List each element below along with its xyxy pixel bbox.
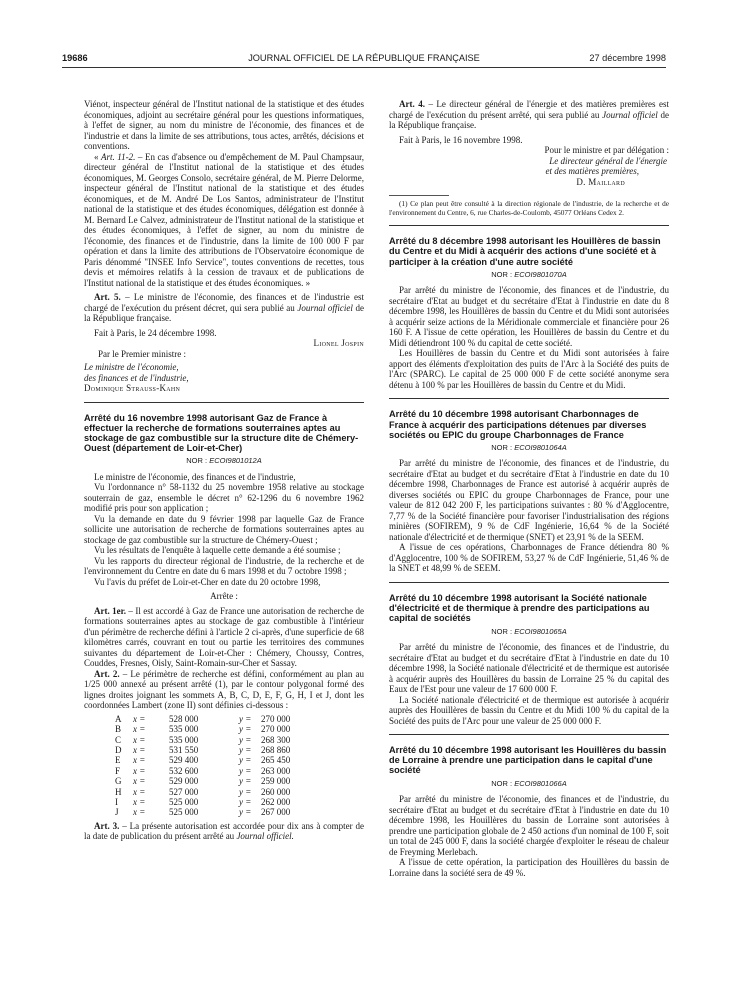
paragraph-art-4: Art. 4. – Le directeur général de l'énergie et des matières premières est chargé de l'exécution du présent arrêté, qui sera publié au Journal officiel de la République française. [389, 99, 669, 130]
table-row [115, 797, 290, 807]
paragraph: Vu l'avis du préfet de Loir-et-Cher en date du 20 octobre 1998, [94, 576, 321, 587]
article-label: Art. 3. [94, 820, 120, 831]
x-label: x = [133, 734, 146, 745]
y-value: 268 300 [261, 734, 291, 745]
article-label: Art. 11-2. [101, 151, 136, 162]
point-label: I [115, 797, 118, 808]
paragraph: Par arrêté du ministre de l'économie, des finances et de l'industrie, du secrétaire d'Etat au budget et du secrétaire d'Etat à l'industrie en date du 10 décembre 1998, Charbonnages de France est autorisé à acquérir auprès de diverses sociétés ou EPIC du groupe Charbonnages de France, pour une valeur de 812 042 200 F, les participations suivantes : 80 % d'Agglocentre, 7,77 % de la Société financière pour favoriser l'industrialisation des régions minières (SOFIREM), 9 % de CdF Ingénierie, 16,64 % de la Société nationale d'électricité et de thermique (SNET) et 23,91 % de la SEEM. [389, 458, 669, 542]
y-value: 265 450 [261, 755, 291, 766]
y-value: 262 000 [261, 797, 291, 808]
y-label: y = [239, 786, 252, 797]
paragraph: Les Houillères de bassin du Centre et du Midi sont autorisées à faire apport des éléments d'exploitation des puits de l'Arc à la Société des puits de l'Arc (SPARC). Le capital de 25 000 000 F de cette société anonyme sera détenu à 100 % par les Houillères de bassin du Centre et du Midi. [389, 348, 669, 390]
table-row [115, 766, 290, 776]
nor-reference: NOR : ECOI9801065A [491, 626, 567, 636]
point-label: G [115, 776, 122, 787]
table-row [115, 745, 290, 755]
journal-title: JOURNAL OFFICIEL DE LA RÉPUBLIQUE FRANÇAISE [248, 53, 480, 63]
x-value: 527 000 [169, 786, 199, 797]
paragraph: Vu la demande en date du 9 février 1998 par laquelle Gaz de France sollicite une autorisation de recherche de formations souterraines aptes au stockage de gaz combustible sur la structure de Chémery-Ouest ; [84, 513, 364, 545]
paragraph: A l'issue de ces opérations, Charbonnages de France détiendra 80 % d'Agglocentre, 100 % de SOFIREM, 53,27 % de CdF Ingénierie, 51,46 % de la SNET et 48,99 % de SEEM. [389, 542, 669, 574]
signature-role: des finances et de l'industrie, [84, 372, 189, 383]
right-column [389, 99, 669, 878]
signature-role: Pour le ministre et par délégation : [544, 145, 669, 155]
section-divider [389, 582, 669, 583]
signatory: Lionel Jospin [313, 338, 364, 348]
paragraph-art-2: Art. 2. – Le périmètre de recherche est défini, conformément au plan au 1/25 000 annexé au présent arrêté (1), par le contour polygonal formé des lignes droites joignant les sommets A, B, C, D, E, F, G, H, I et J, dont les coordonnées Lambert (zone II) sont définies ci-dessous : [84, 668, 364, 711]
arrete-heading: Arrête : [210, 591, 238, 602]
x-label: x = [133, 797, 146, 808]
article-label: Art. 5. [94, 292, 121, 302]
y-value: 263 000 [261, 765, 291, 776]
table-row [115, 724, 290, 734]
y-value: 259 000 [261, 776, 291, 787]
x-value: 532 600 [169, 765, 199, 776]
paragraph: Viénot, inspecteur général de l'Institut national de la statistique et des études économiques, adjoint au secrétaire général pour les questions informatiques, à l'effet de signer, au nom du ministre de l'économie, des finances et de l'industrie et dans la limite de ses attributions, tous actes, arrêtés, décisions et conventions. [84, 99, 364, 151]
section-divider [389, 734, 669, 735]
article-label: Art. 4. [399, 99, 425, 109]
nor-reference: NOR : ECOI9801066A [491, 778, 567, 788]
x-label: x = [133, 807, 146, 818]
y-value: 268 860 [261, 745, 291, 756]
x-label: x = [133, 765, 146, 776]
nor-reference: NOR : ECOI9801064A [491, 442, 567, 452]
decree-title: Arrêté du 16 novembre 1998 autorisant Gaz de France à effectuer la recherche de formations souterraines aptes au stockage de gaz combustible sur la structure dite de Chémery-Ouest (département de Loir-et-Cher) [84, 412, 359, 454]
signature-role: Le ministre de l'économie, [84, 362, 179, 372]
x-value: 529 000 [169, 776, 199, 787]
paragraph: Par arrêté du ministre de l'économie, des finances et de l'industrie, du secrétaire d'Etat au budget et du secrétaire d'Etat à l'industrie en date du 8 décembre 1998, les Houillères de bassin du Centre et du Midi sont autorisées à acquérir seize actions de la Méridionale commerciale et financière pour 26 160 F. A l'issue de cette opération, les Houillères de bassin du Centre et du Midi détiendront 100 % du capital de cette société. [389, 285, 669, 348]
y-label: y = [239, 713, 252, 724]
paragraph: Le ministre de l'économie, des finances et de l'industrie, [94, 471, 296, 482]
footnote: (1) Ce plan peut être consulté à la direction régionale de l'industrie, de la recherche et de l'environnement du Centre, 6, rue Charles-de-Coulomb, 45077 Orléans Cedex 2. [389, 199, 669, 217]
x-value: 535 000 [169, 724, 199, 735]
point-label: H [115, 786, 122, 797]
signature-role: Le directeur général de l'énergie [549, 155, 667, 166]
paragraph: Vu les résultats de l'enquête à laquelle cette demande a été soumise ; [94, 545, 341, 556]
table-row [115, 755, 290, 765]
nor-reference: NOR : ECOI9801070A [491, 269, 567, 279]
decree-title: Arrêté du 8 décembre 1998 autorisant les Houillères de bassin du Centre et du Midi à acquérir des actions d'une société et à participer à la création d'une autre société [389, 236, 661, 267]
coordinates-table [115, 714, 290, 818]
signature-role: Par le Premier ministre : [98, 348, 186, 359]
signature-date: Fait à Paris, le 16 novembre 1998. [399, 134, 523, 145]
paragraph: Vu l'ordonnance n° 58-1132 du 25 novembre 1958 relative au stockage souterrain de gaz, ensemble le décret n° 62-1296 du 6 novembre 1962 modifié pris pour son application ; [84, 482, 364, 514]
page-number: 19686 [62, 53, 88, 63]
decree-title: Arrêté du 10 décembre 1998 autorisant les Houillères du bassin de Lorraine à prendre une participation dans le capital d'une société [389, 745, 667, 776]
decree-title: Arrêté du 10 décembre 1998 autorisant la Société nationale d'électricité et de thermique à prendre des participations au capital de sociétés [389, 592, 650, 624]
y-label: y = [239, 776, 252, 787]
issue-date: 27 décembre 1998 [589, 53, 666, 63]
paragraph: Par arrêté du ministre de l'économie, des finances et de l'industrie, du secrétaire d'Etat au budget et du secrétaire d'Etat à l'industrie en date du 10 décembre 1998, les Houillères du bassin de Lorraine sont autorisées à prendre une participation globale de 2 450 actions d'un nominal de 100 F, soit un total de 245 000 F, dans la société chargée d'exploiter le réseau de chaleur de Freyming Merlebach. [389, 794, 669, 857]
decree-title: Arrêté du 10 décembre 1998 autorisant Charbonnages de France à acquérir des participations détenues par diverses sociétés ou EPIC du groupe Charbonnages de France [389, 409, 647, 440]
section-divider [389, 398, 669, 399]
x-value: 525 000 [169, 807, 199, 818]
page-header [62, 53, 666, 67]
y-value: 267 000 [261, 807, 291, 818]
x-label: x = [133, 776, 146, 787]
point-label: F [115, 765, 121, 776]
table-row [115, 714, 290, 724]
x-label: x = [133, 755, 146, 766]
footnote-divider [389, 195, 449, 196]
y-label: y = [239, 755, 252, 766]
y-value: 270 000 [261, 724, 291, 735]
y-value: 270 000 [261, 713, 291, 724]
point-label: J [115, 807, 119, 818]
x-label: x = [133, 786, 146, 797]
left-column [84, 99, 364, 842]
countersignature [84, 349, 364, 394]
x-value: 531 550 [169, 745, 199, 756]
point-label: E [115, 755, 121, 766]
header-rule [62, 67, 666, 68]
signatory: Dominique Strauss-Kahn [84, 383, 181, 393]
y-label: y = [239, 745, 252, 756]
paragraph-art-11-2: « Art. 11-2. – En cas d'absence ou d'empêchement de M. Paul Champsaur, directeur général de l'Institut national de la statistique et des études économiques, M. Georges Consolo, secrétaire général, de M. Pierre Delorme, inspecteur général de l'Institut national de la statistique et des études économiques, et de M. André De Los Santos, administrateur de l'Institut national de la statistique et des études économiques, délégation est donnée à M. Bernard Le Calvez, administrateur de l'Institut national de la statistique et des études économiques, à l'effet de signer, au nom du ministre de l'économie, des finances et de l'industrie, dans la limite de 100 000 F par opération et dans la limite des attributions de l'Observatoire économique de Paris dénommé "INSEE Info Service", toutes conventions de recettes, tous devis et mémoires relatifs à la cession de travaux et de publications de l'Institut national de la statistique et des études économiques. » [84, 151, 364, 288]
x-value: 528 000 [169, 713, 199, 724]
y-label: y = [239, 807, 252, 818]
paragraph: A l'issue de cette opération, la participation des Houillères du bassin de Lorraine dans la société sera de 49 %. [389, 857, 669, 878]
y-label: y = [239, 797, 252, 808]
signature-date: Fait à Paris, le 24 décembre 1998. [94, 327, 217, 338]
signature-role: et des matières premières, [545, 166, 639, 176]
point-label: B [115, 724, 122, 735]
signatory: D. Maillard [576, 176, 625, 187]
point-label: D [115, 745, 122, 756]
paragraph-art-3: Art. 3. – La présente autorisation est accordée pour dix ans à compter de la date de publication du présent arrêté au Journal officiel. [84, 820, 365, 842]
x-label: x = [133, 724, 146, 735]
x-label: x = [133, 713, 146, 724]
paragraph-art-5: Art. 5. – Le ministre de l'économie, des finances et de l'industrie est chargé de l'exécution du présent décret, qui sera publié au Journal officiel de la République française. [84, 292, 364, 323]
table-row [115, 776, 290, 786]
article-label: Art. 1er. [94, 605, 127, 616]
paragraph: Vu les rapports du directeur régional de l'industrie, de la recherche et de l'environnement du Centre en date du 6 mars 1998 et du 7 octobre 1998 ; [84, 555, 364, 577]
paragraph: Par arrêté du ministre de l'économie, des finances et de l'industrie, du secrétaire d'Etat au budget et du secrétaire d'Etat à l'industrie en date du 10 décembre 1998, la Société nationale d'électricité et de thermique est autorisée à acquérir auprès des Houillères du bassin de Lorraine 25 % du capital des Eaux de l'Est pour une valeur de 17 600 000 F. [389, 642, 669, 695]
point-label: C [115, 734, 122, 745]
article-label: Art. 2. [94, 668, 120, 679]
paragraph: La Société nationale d'électricité et de thermique est autorisée à acquérir auprès des Houillères de bassin du Centre et du Midi 100 % du capital de la Société des puits de l'Arc pour une valeur de 25 000 000 F. [389, 694, 669, 726]
nor-reference: NOR : ECOI9801012A [186, 456, 262, 466]
x-value: 535 000 [169, 734, 199, 745]
table-row [115, 807, 290, 817]
table-row [115, 787, 290, 797]
x-value: 529 400 [169, 755, 199, 766]
y-label: y = [239, 765, 252, 776]
table-row [115, 735, 290, 745]
section-divider [84, 402, 364, 403]
y-label: y = [239, 734, 252, 745]
section-divider [389, 225, 669, 226]
y-label: y = [239, 724, 252, 735]
point-label: A [115, 713, 122, 724]
x-value: 525 000 [169, 797, 199, 808]
y-value: 260 000 [261, 786, 291, 797]
x-label: x = [133, 745, 146, 756]
paragraph-art-1: Art. 1er. – Il est accordé à Gaz de France une autorisation de recherche de formations souterraines aptes au stockage de gaz combustible à l'intérieur d'un périmètre de recherche défini à l'article 2 ci-après, d'une superficie de 68 kilomètres carrés, couvrant en tout ou partie les territoires des communes suivantes du département de Loir-et-Cher : Chémery, Choussy, Contres, Couddes, Fresnes, Oisly, Saint-Romain-sur-Cher et Sassay. [84, 605, 364, 669]
